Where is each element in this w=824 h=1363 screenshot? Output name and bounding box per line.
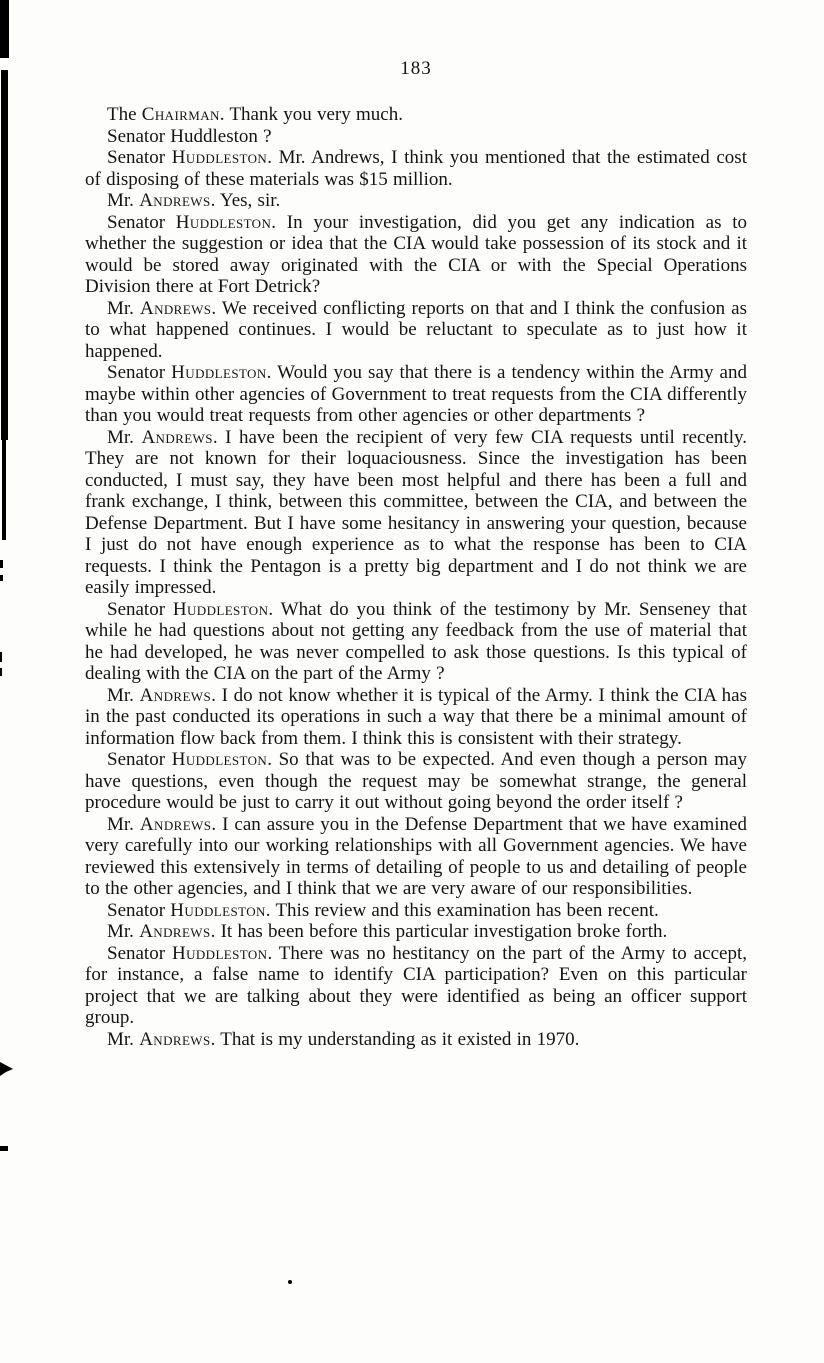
- speaker-lead: Senator: [107, 362, 172, 383]
- paragraph-text: . I do not know whether it is typical of the Army. I think the CIA has in the past conducted its operations in such a way that there be a minimal amount of information flow back from them. I think this is consistent with their strategy.: [85, 684, 747, 749]
- transcript-paragraph: [85, 427, 747, 599]
- paragraph-text: . Mr. Andrews, I think you mentioned that the estimated cost of disposing of these materials was $15 million.: [85, 147, 747, 190]
- speaker-lead: Senator Huddleston ?: [107, 125, 272, 147]
- speaker-lead: Senator: [107, 211, 176, 233]
- speaker-name: Huddleston: [171, 362, 267, 383]
- speaker-name: Huddleston: [170, 899, 266, 921]
- speaker-name: Huddleston: [171, 749, 268, 770]
- paragraph-text: . So that was to be expected. And even though a person may have questions, even though the request may be somewhat strange, the general procedure would be just to carry it out without going beyond the order itself ?: [85, 749, 747, 813]
- paragraph-text: . We received conflicting reports on that and I think the confusion as to what happened continues. I would be reluctant to speculate as to just how it happened.: [85, 297, 747, 362]
- speaker-name: Huddleston: [175, 211, 272, 233]
- scan-artifact-arrow-mark: [0, 1060, 14, 1078]
- speaker-lead: Senator: [107, 942, 172, 964]
- speaker-lead: Mr.: [107, 297, 140, 319]
- speaker-lead: Senator: [107, 598, 173, 620]
- transcript-paragraph: [85, 599, 747, 685]
- speaker-lead: Mr.: [107, 813, 140, 835]
- speaker-lead: Mr.: [107, 921, 140, 942]
- transcript-paragraph: [85, 900, 747, 922]
- speaker-name: Andrews: [139, 1028, 211, 1050]
- transcript-paragraph: [85, 685, 747, 750]
- scan-artifact-speck-2: [0, 575, 3, 581]
- transcript-paragraph: [85, 362, 747, 427]
- transcript-paragraph: [85, 1029, 747, 1051]
- transcript-paragraph: [85, 921, 747, 943]
- scan-artifact-speck-4: [0, 668, 2, 676]
- transcript-paragraph: [85, 104, 747, 126]
- paragraph-text: . This review and this examination has been recent.: [265, 899, 659, 921]
- speaker-name: Huddleston: [171, 942, 268, 964]
- speaker-lead: Senator: [107, 899, 171, 921]
- speaker-name: Andrews: [139, 813, 212, 835]
- paragraph-text: . That is my understanding as it existed in 1970.: [210, 1028, 580, 1050]
- speaker-lead: The: [107, 104, 142, 125]
- transcript-paragraph: [85, 190, 747, 212]
- transcript: [85, 104, 747, 1050]
- scan-artifact-bar-mid: [1, 70, 8, 440]
- transcript-paragraph: [85, 943, 747, 1029]
- speaker-name: Huddleston: [172, 598, 269, 620]
- paragraph-text: . Yes, sir.: [210, 190, 281, 211]
- speaker-name: Huddleston: [171, 147, 268, 168]
- speaker-name: Andrews: [139, 190, 211, 211]
- paragraph-text: . There was no hestitancy on the part of the Army to accept, for instance, a false name to identify CIA participation? Even on this particular project that we are talking about they were identified as being an officer support group.: [85, 942, 747, 1028]
- speaker-lead: Senator: [107, 147, 172, 168]
- page-number: 183: [400, 58, 432, 79]
- paragraph-text: . I have been the recipient of very few CIA requests until recently. They are not known for their loquaciousness. Since the investigation has been conducted, I must say, they have been most helpful and there has been a full and frank exchange, I think, between this committee, between the CIA, and between the Defense Department. But I have some hesitancy in answering your question, because I just do not have enough experience as to what the response has been to CIA requests. I think the Pentagon is a pretty big department and I do not think we are easily impressed.: [85, 426, 747, 598]
- speaker-lead: Mr.: [107, 684, 140, 706]
- transcript-paragraph: [85, 749, 747, 814]
- transcript-paragraph: [85, 126, 747, 148]
- paragraph-text: . I can assure you in the Defense Department that we have examined very carefully into our working relationships with all Government agencies. We have reviewed this extensively in terms of detailing of people to us and detailing of people to the other agencies, and I think that we are very aware of our responsibilities.: [85, 813, 747, 899]
- speaker-name: Andrews: [139, 297, 212, 319]
- transcript-paragraph: [85, 814, 747, 900]
- transcript-paragraph: [85, 298, 747, 363]
- transcript-paragraph: [85, 212, 747, 298]
- paragraph-text: . Thank you very much.: [219, 104, 403, 125]
- speaker-lead: Mr.: [107, 1028, 140, 1050]
- transcript-paragraph: [85, 147, 747, 190]
- speaker-name: Andrews: [139, 684, 212, 706]
- paragraph-text: . What do you think of the testimony by Mr. Senseney that while he had questions about not getting any feedback from the use of material that he had developed, he was never compelled to ask those questions. Is this typical of dealing with the CIA on the part of the Army ?: [85, 598, 747, 684]
- scan-artifact-bar-low: [2, 440, 6, 540]
- speaker-name: Andrews: [141, 426, 213, 448]
- scan-artifact-bar-top: [0, 0, 9, 58]
- speaker-name: Chairman: [141, 104, 220, 125]
- scan-artifact-speck-1: [0, 560, 3, 568]
- scan-artifact-dot: [288, 1280, 292, 1284]
- speaker-lead: Mr.: [107, 426, 142, 448]
- paragraph-text: . It has been before this particular investigation broke forth.: [210, 921, 668, 942]
- scan-artifact-speck-3: [0, 652, 2, 662]
- paragraph-text: . Would you say that there is a tendency within the Army and maybe within other agencies of Government to treat requests from the CIA differently than you would treat requests from other agencies or other departments ?: [85, 362, 747, 426]
- scan-artifact-dash-mark: [0, 1146, 8, 1151]
- speaker-lead: Mr.: [107, 190, 140, 211]
- speaker-lead: Senator: [107, 749, 172, 770]
- speaker-name: Andrews: [139, 921, 211, 942]
- paragraph-text: . In your investigation, did you get any indication as to whether the suggestion or idea that the CIA would take possession of its stock and it would be stored away originated with the CIA or with the Special Operations Division there at Fort Detrick?: [85, 211, 747, 297]
